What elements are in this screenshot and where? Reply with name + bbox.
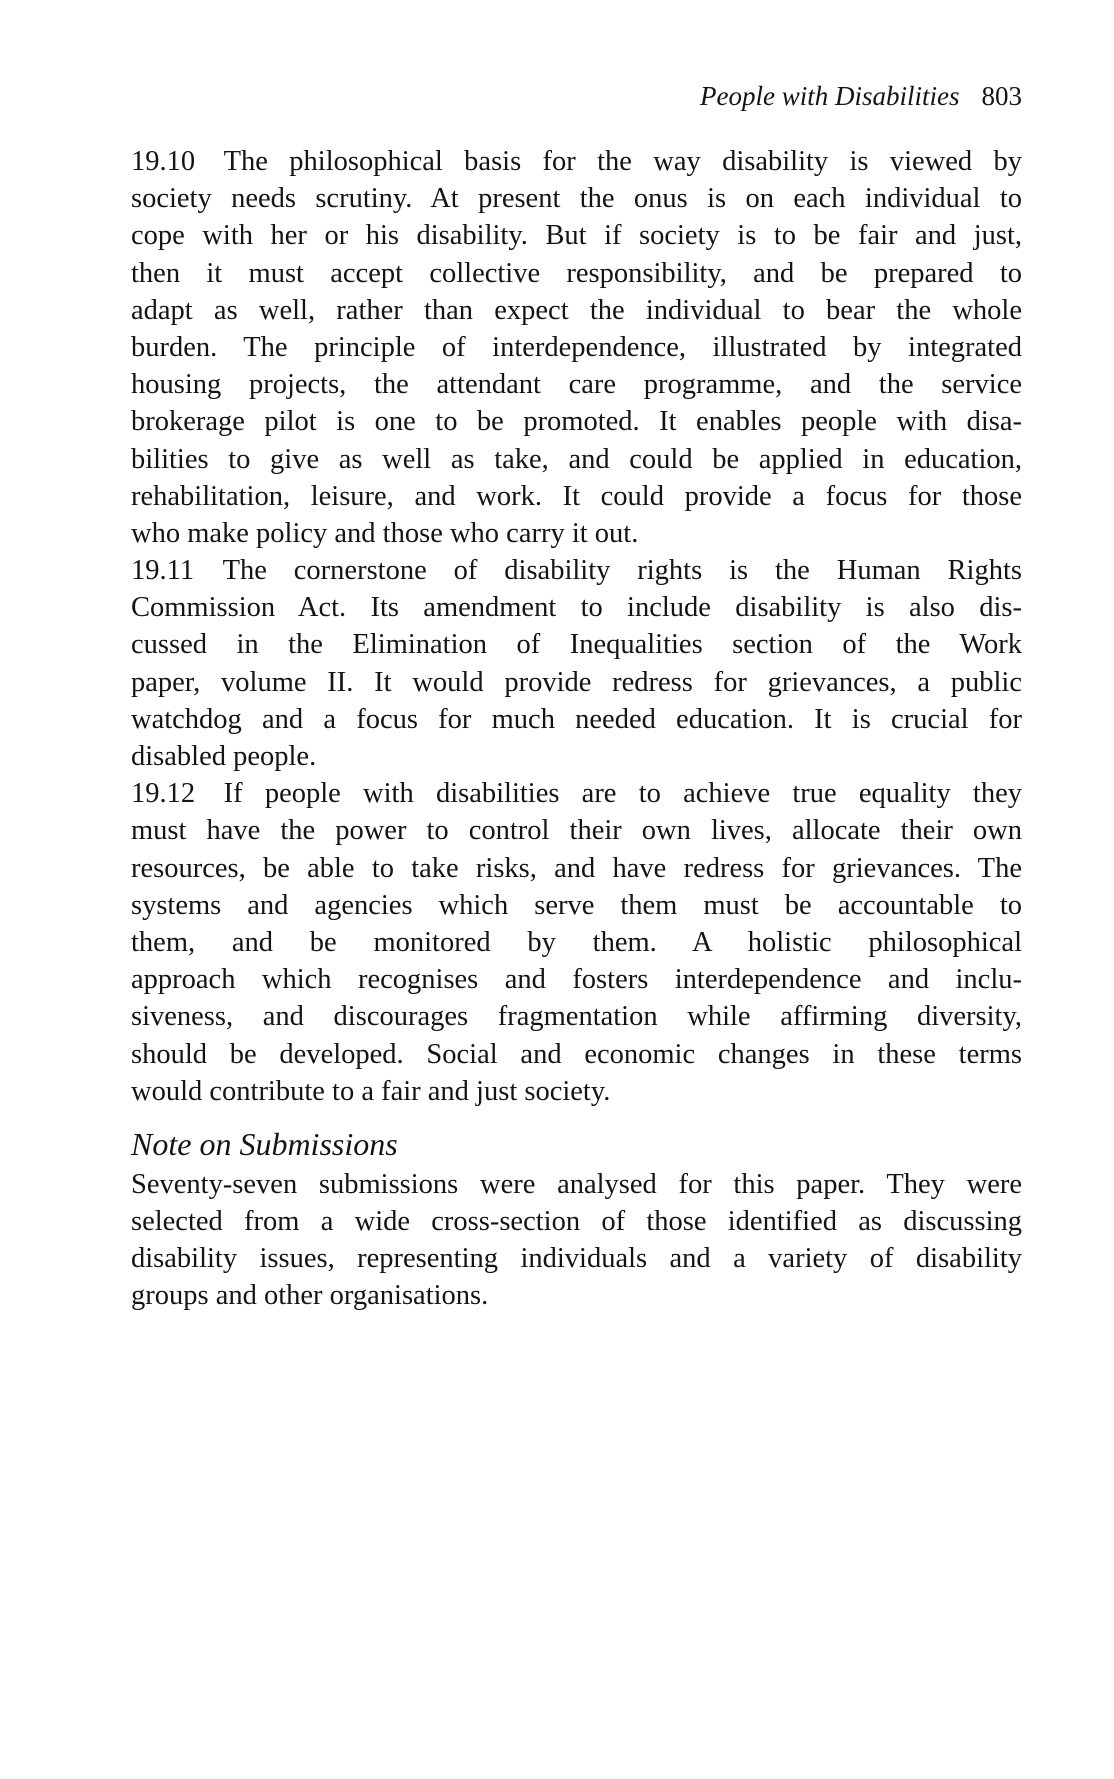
text-line: who make policy and those who carry it out.	[131, 517, 639, 549]
text-line: would contribute to a fair and just society.	[131, 1075, 611, 1107]
text-line: 19.11 The cornerstone of disability rights is the Human Rights	[131, 555, 1022, 587]
text-line: Seventy-seven submissions were analysed for this paper. They were	[131, 1168, 1022, 1200]
text-line: must have the power to control their own lives, allocate their own	[131, 815, 1022, 847]
text-line: Commission Act. Its amendment to include disability is also dis-	[131, 592, 1022, 624]
text-line: disability issues, representing individuals and a variety of disability	[131, 1243, 1022, 1275]
text-line: then it must accept collective responsibility, and be prepared to	[131, 257, 1022, 289]
text-line: rehabilitation, leisure, and work. It could provide a focus for those	[131, 480, 1022, 512]
text-line: cussed in the Elimination of Inequalities section of the Work	[131, 629, 1022, 661]
text-line: brokerage pilot is one to be promoted. It enables people with disa-	[131, 406, 1022, 438]
paragraph-19-10	[131, 143, 1022, 552]
text-line: disabled people.	[131, 741, 317, 772]
text-line: society needs scrutiny. At present the onus is on each individual to	[131, 183, 1022, 215]
text-line: selected from a wide cross-section of those identified as discussing	[131, 1206, 1022, 1238]
paragraph-19-11	[131, 552, 1022, 775]
text-line: 19.12 If people with disabilities are to achieve true equality they	[131, 778, 1022, 810]
paragraph-19-12	[131, 775, 1022, 1110]
text-line: resources, be able to take risks, and have redress for grievances. The	[131, 852, 1022, 884]
text-line: systems and agencies which serve them must be accountable to	[131, 889, 1022, 921]
body-text	[131, 143, 1022, 1315]
text-line: bilities to give as well as take, and could be applied in education,	[131, 443, 1022, 475]
running-header	[700, 80, 1022, 112]
text-line: cope with her or his disability. But if society is to be fair and just,	[131, 220, 1022, 252]
text-line: should be developed. Social and economic changes in these terms	[131, 1038, 1022, 1070]
text-line: them, and be monitored by them. A holistic philosophical	[131, 926, 1022, 958]
section-heading: Note on Submissions	[131, 1125, 398, 1162]
text-line: paper, volume II. It would provide redress for grievances, a public	[131, 666, 1022, 698]
text-line: burden. The principle of interdependence, illustrated by integrated	[131, 331, 1022, 363]
text-line: adapt as well, rather than expect the individual to bear the whole	[131, 294, 1022, 326]
note-on-submissions	[131, 1124, 1022, 1315]
page-number: 803	[981, 81, 1022, 111]
text-line: siveness, and discourages fragmentation while affirming diversity,	[131, 1001, 1022, 1033]
text-line: watchdog and a focus for much needed education. It is crucial for	[131, 703, 1022, 735]
text-line: 19.10 The philosophical basis for the way disability is viewed by	[131, 146, 1022, 177]
text-line: approach which recognises and fosters interdependence and inclu-	[131, 964, 1022, 996]
text-line: housing projects, the attendant care programme, and the service	[131, 369, 1022, 401]
text-line: groups and other organisations.	[131, 1280, 489, 1312]
running-title: People with Disabilities	[700, 81, 960, 111]
